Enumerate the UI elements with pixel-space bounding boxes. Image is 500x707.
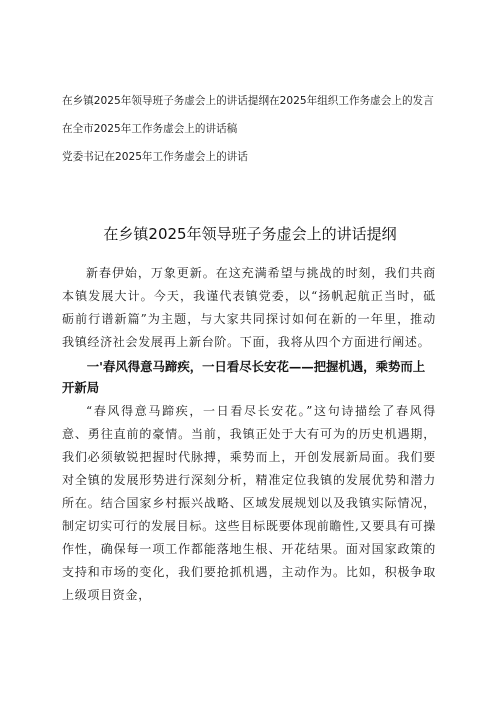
section-heading: 一'春风得意马蹄疾，一日看尽长安花——把握机遇，乘势而上开新局 <box>62 359 426 395</box>
intro-paragraph: 新春伊始，万象更新。在这充满希望与挑战的时刻，我们共商本镇发展大计。今天，我谨代表镇党委，以“扬帆起航正当时，砥砺前行谱新篇”为主题，与大家共同探讨如何在新的一年里，推动我镇经济社会发展再上新台阶。下面，我将从四个方面进行阐述。 <box>62 266 436 349</box>
toc-item[interactable]: 在乡镇2025年领导班子务虚会上的讲话提纲在2025年组织工作务虚会上的发言 <box>62 95 434 107</box>
section-paragraph: “春风得意马蹄疾，一日看尽长安花。”这句诗描绘了春风得意、勇往直前的豪情。当前，我镇正处于大有可为的历史机遇期，我们必须敏锐把握时代脉搏，乘势而上，开创发展新局面。我们要对全镇的发展形势进行深刻分析，精准定位我镇的发展优势和潜力所在。结合国家乡村振兴战略、区域发展规划以及我镇实际情况，制定切实可行的发展目标。这些目标既要体现前瞻性,又要具有可操作性，确保每一项工作都能落地生根、开花结果。面对国家政策的支持和市场的变化，我们要抢抓机遇，主动作为。比如，积极争取上级项目资金， <box>62 404 436 602</box>
table-of-contents <box>62 94 462 178</box>
toc-item[interactable]: 在全市2025年工作务虚会上的讲话稿 <box>62 123 238 135</box>
document-body <box>62 262 436 607</box>
document-title: 在乡镇2025年领导班子务虚会上的讲话提纲 <box>103 225 397 243</box>
toc-item[interactable]: 党委书记在2025年工作务虚会上的讲话 <box>62 151 248 163</box>
